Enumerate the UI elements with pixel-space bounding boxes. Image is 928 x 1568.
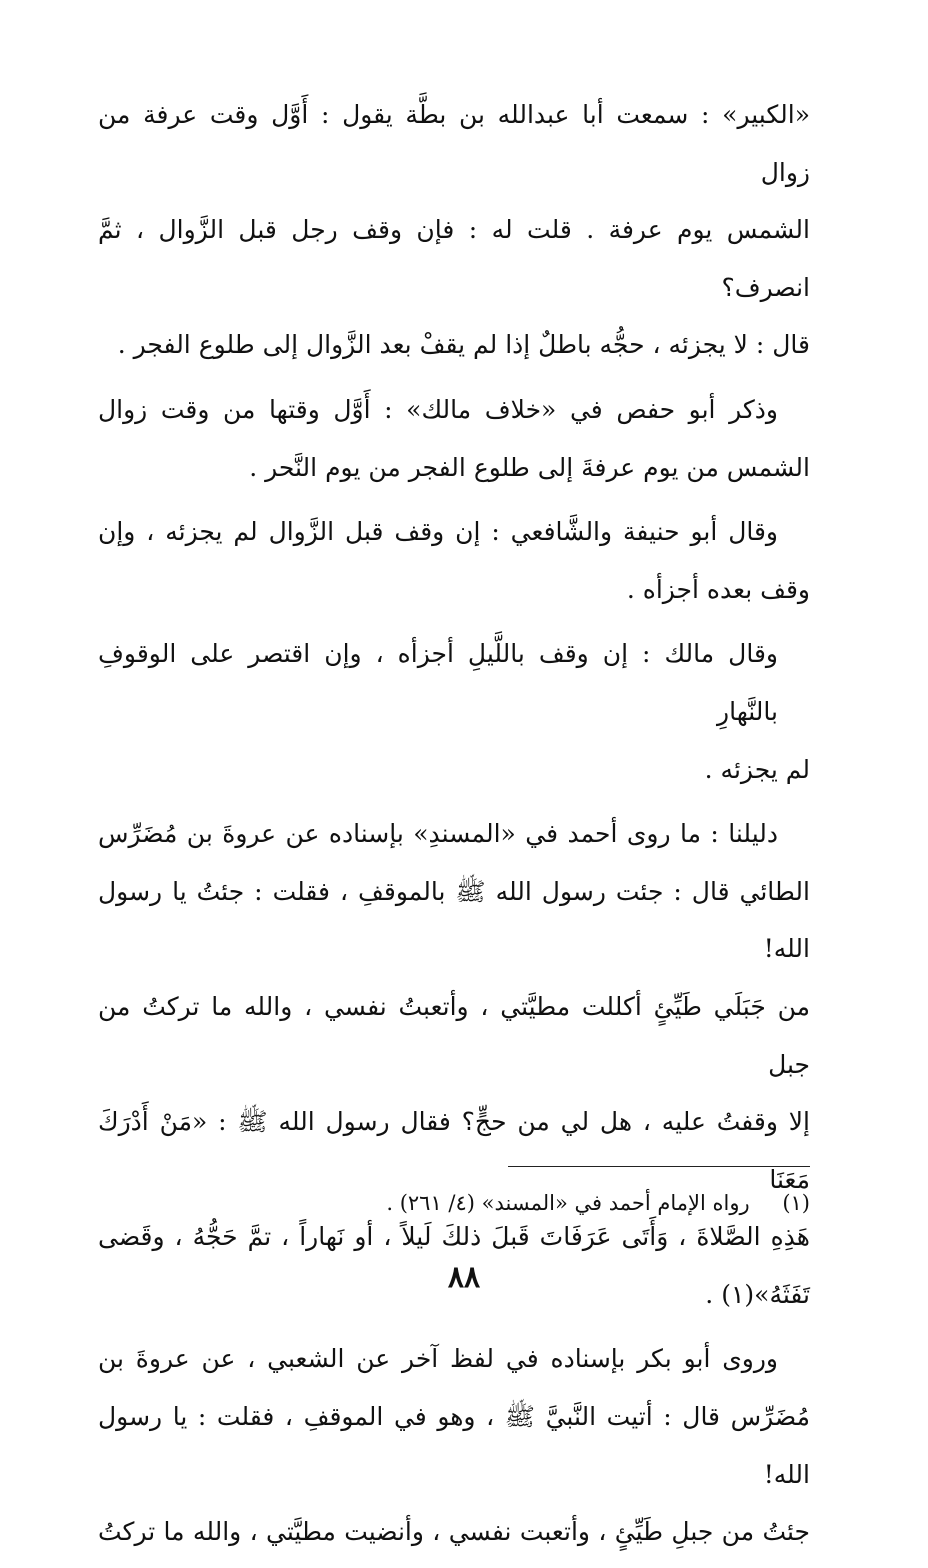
text-line: وروى أبو بكر بإسناده في لفظ آخر عن الشعبي ، عن عروةَ بن [98, 1344, 778, 1374]
footnote [360, 1188, 810, 1218]
text-line: هَذِهِ الصَّلاةَ ، وَأَتَى عَرَفَاتَ قَبلَ ذلكَ لَيلاً ، أو نَهاراً ، تمَّ حَجُّهُ ، وقَضى [98, 1222, 810, 1252]
text-line: وقف بعده أجزأه . [626, 574, 810, 604]
footnote-text: رواه الإمام أحمد في «المسند» (٤/ ٢٦١) . [386, 1191, 750, 1215]
text-line: تَفَثَهُ»(١) . [705, 1279, 810, 1309]
text-line: دليلنا : ما روى أحمد في «المسندِ» بإسناده عن عروةَ بن مُضَرِّس [98, 819, 778, 849]
paragraph-3 [98, 503, 810, 618]
paragraph-1 [98, 86, 810, 374]
text-line: الطائي قال : جئت رسول الله ﷺ بالموقفِ ، فقلت : جئتُ يا رسول الله! [98, 876, 810, 964]
page-number: ٨٨ [447, 1260, 481, 1295]
text-line: الشمس من يوم عرفةَ إلى طلوع الفجر من يوم النَّحر . [249, 452, 810, 482]
text-line: قال : لا يجزئه ، حجُّه باطلٌ إذا لم يقفْ بعد الزَّوال إلى طلوع الفجر . [117, 330, 810, 360]
text-line: «الكبير» : سمعت أبا عبدالله بن بطَّة يقول : أَوَّل وقت عرفة من زوال [98, 100, 810, 187]
main-text [98, 86, 810, 1568]
text-line: لم يجزئه . [704, 754, 810, 784]
footnote-separator [508, 1166, 810, 1167]
paragraph-4 [98, 625, 810, 798]
text-line: من جَبَلَي طَيِّئٍ أكللت مطيَّتي ، وأتعبتُ نفسي ، والله ما تركتُ من جبل [98, 991, 810, 1079]
paragraph-5 [98, 805, 810, 1323]
text-line: إلا وقفتُ عليه ، هل لي من حجٍّ؟ فقال رسول الله ﷺ : «مَنْ أَدْرَكَ مَعَنَا [98, 1107, 810, 1194]
text-line: وقال مالك : إن وقف باللَّيلِ أجزأه ، وإن اقتصر على الوقوفِ بالنَّهارِ [98, 639, 778, 726]
text-line: وذكر أبو حفص في «خلاف مالك» : أَوَّل وقتها من وقت زوال [98, 394, 778, 424]
text-line: مُضَرِّس قال : أتيت النَّبيَّ ﷺ ، وهو في الموقفِ ، فقلت : يا رسول الله! [98, 1402, 810, 1489]
text-line: وقال أبو حنيفة والشَّافعي : إن وقف قبل الزَّوال لم يجزئه ، وإن [98, 517, 778, 547]
text-line: جئتُ من جبلِ طَيِّئٍ ، وأتعبت نفسي ، وأنضيت مطيَّتي ، والله ما تركتُ [98, 1517, 810, 1547]
text-line: الشمس يوم عرفة . قلت له : فإن وقف رجل قبل الزَّوال ، ثمَّ انصرف؟ [98, 215, 810, 302]
paragraph-2 [98, 381, 810, 496]
footnote-number: (١) [782, 1191, 810, 1215]
paragraph-6 [98, 1330, 810, 1560]
